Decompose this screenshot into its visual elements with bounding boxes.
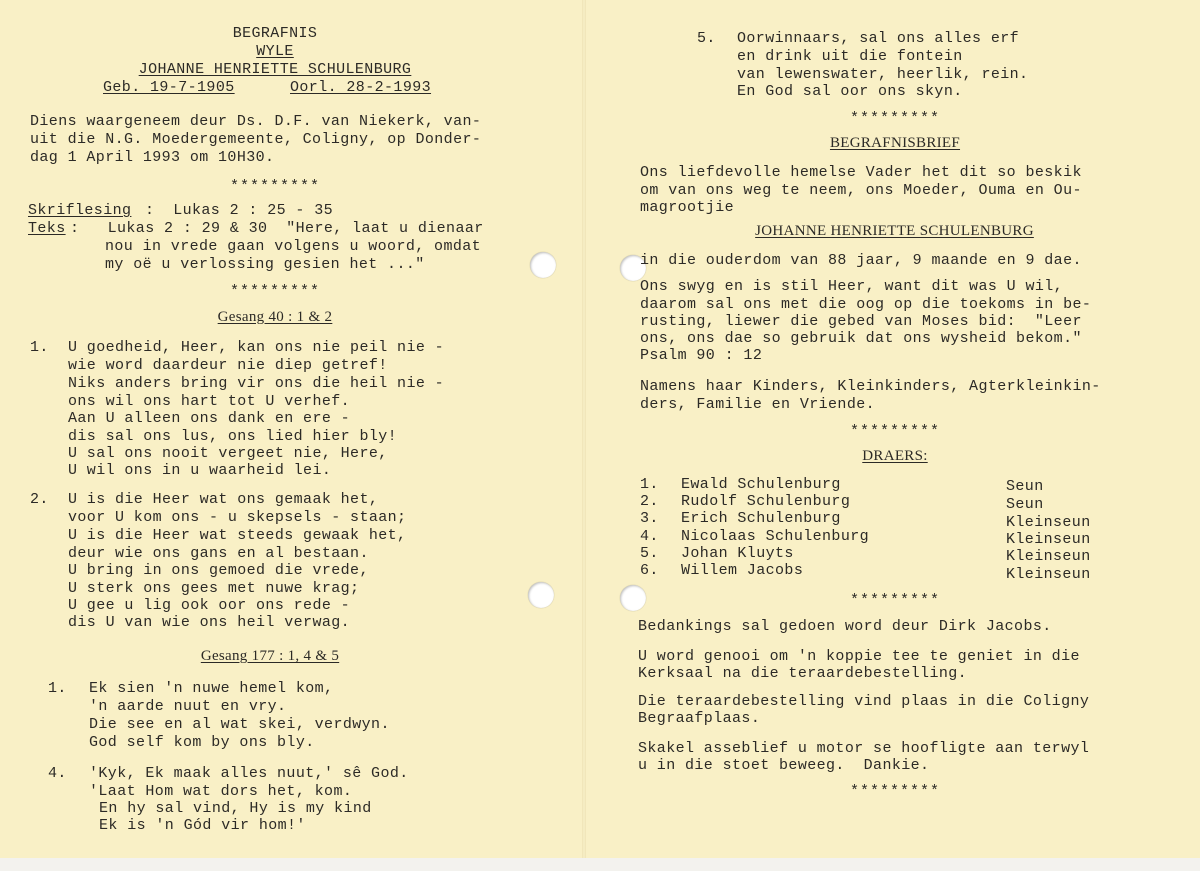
hymn-line: Die see en al wat skei, verdwyn. bbox=[89, 716, 390, 733]
hymn-line: ons wil ons hart tot U verhef. bbox=[68, 393, 351, 410]
verse-number: 4. bbox=[48, 765, 67, 782]
punch-hole bbox=[620, 585, 646, 611]
hymn-line: Ek sien 'n nuwe hemel kom, bbox=[89, 680, 334, 697]
hymn-line: en drink uit die fontein bbox=[737, 48, 963, 65]
thanks-line: Bedankings sal gedoen word deur Dirk Jacobs. bbox=[638, 618, 1052, 635]
on-behalf-line: ders, Familie en Vriende. bbox=[640, 396, 876, 413]
hymn-line: Niks anders bring vir ons die heil nie - bbox=[68, 375, 445, 392]
hymn-line: U sterk ons gees met nuwe krag; bbox=[68, 580, 360, 597]
hymn-line: U is die Heer wat ons gemaak het, bbox=[68, 491, 379, 508]
hymn-line: En God sal oor ons skyn. bbox=[737, 83, 963, 100]
bearer-name: Nicolaas Schulenburg bbox=[681, 528, 870, 545]
punch-hole bbox=[530, 252, 556, 278]
bearer-number: 6. bbox=[640, 562, 659, 579]
prayer-line: Psalm 90 : 12 bbox=[640, 347, 763, 364]
hymn-40-title: Gesang 40 : 1 & 2 bbox=[217, 309, 333, 325]
prayer-line: Ons swyg en is stil Heer, want dit was U wil, bbox=[640, 278, 1064, 295]
prayer-line: rusting, liewer die gebed van Moses bid: "Leer bbox=[640, 313, 1082, 330]
reading-label: Skriflesing bbox=[28, 202, 132, 219]
text-label: Teks bbox=[28, 220, 66, 237]
punch-hole bbox=[528, 582, 554, 608]
verse-number: 5. bbox=[697, 30, 716, 47]
bearer-name: Erich Schulenburg bbox=[681, 510, 841, 527]
separator-stars: ********* bbox=[229, 178, 320, 195]
bearer-name: Willem Jacobs bbox=[681, 562, 804, 579]
text-continuation: nou in vrede gaan volgens u woord, omdat bbox=[105, 238, 482, 255]
page-fold bbox=[582, 0, 586, 858]
bearer-relation: Seun bbox=[1006, 496, 1044, 513]
hymn-line: wie word daardeur nie diep getref! bbox=[68, 357, 388, 374]
burial-line: Begraafplaas. bbox=[638, 710, 761, 727]
bearer-relation: Seun bbox=[1006, 478, 1044, 495]
hymn-line: 'n aarde nuut en vry. bbox=[89, 698, 287, 715]
service-line: Diens waargeneem deur Ds. D.F. van Niekerk, van- bbox=[30, 113, 482, 130]
hymn-line: 'Kyk, Ek maak alles nuut,' sê God. bbox=[89, 765, 409, 782]
hymn-line: U goedheid, Heer, kan ons nie peil nie - bbox=[68, 339, 445, 356]
hymn-line: U is die Heer wat steeds gewaak het, bbox=[68, 527, 407, 544]
hymn-line: Oorwinnaars, sal ons alles erf bbox=[737, 30, 1020, 47]
hymn-line: En hy sal vind, Hy is my kind bbox=[99, 800, 372, 817]
bearer-number: 5. bbox=[640, 545, 659, 562]
letter-title: BEGRAFNISBRIEF bbox=[829, 135, 961, 151]
bearer-relation: Kleinseun bbox=[1006, 548, 1091, 565]
heading-name: JOHANNE HENRIETTE SCHULENBURG bbox=[138, 61, 412, 78]
burial-line: Die teraardebestelling vind plaas in die Coligny bbox=[638, 693, 1090, 710]
hymn-line: U gee u lig ook oor ons rede - bbox=[68, 597, 351, 614]
lights-line: u in die stoet beweeg. Dankie. bbox=[638, 757, 930, 774]
bearer-name: Johan Kluyts bbox=[681, 545, 794, 562]
on-behalf-line: Namens haar Kinders, Kleinkinders, Agterkleinkin- bbox=[640, 378, 1101, 395]
verse-number: 2. bbox=[30, 491, 49, 508]
prayer-line: ons, ons dae so gebruik dat ons wysheid bekom." bbox=[640, 330, 1082, 347]
service-line: dag 1 April 1993 om 10H30. bbox=[30, 149, 275, 166]
verse-number: 1. bbox=[48, 680, 67, 697]
hymn-line: dis U van wie ons heil verwag. bbox=[68, 614, 351, 631]
hymn-line: voor U kom ons - u skepsels - staan; bbox=[68, 509, 407, 526]
text-value: : Lukas 2 : 29 & 30 "Here, laat u dienaar bbox=[70, 220, 484, 237]
birth-date: Geb. 19-7-1905 bbox=[103, 79, 235, 96]
letter-line: Ons liefdevolle hemelse Vader het dit so beskik bbox=[640, 164, 1082, 181]
tea-line: U word genooi om 'n koppie tee te geniet in die bbox=[638, 648, 1080, 665]
hymn-line: U bring in ons gemoed die vrede, bbox=[68, 562, 369, 579]
hymn-line: van lewenswater, heerlik, rein. bbox=[737, 66, 1029, 83]
hymn-line: deur wie ons gans en al bestaan. bbox=[68, 545, 369, 562]
bearer-name: Ewald Schulenburg bbox=[681, 476, 841, 493]
service-line: uit die N.G. Moedergemeente, Coligny, op Donder- bbox=[30, 131, 482, 148]
hymn-line: God self kom by ons bly. bbox=[89, 734, 315, 751]
bearer-number: 3. bbox=[640, 510, 659, 527]
lights-line: Skakel asseblief u motor se hoofligte aan terwyl bbox=[638, 740, 1090, 757]
bearer-number: 2. bbox=[640, 493, 659, 510]
hymn-line: 'Laat Hom wat dors het, kom. bbox=[89, 783, 353, 800]
bearer-relation: Kleinseun bbox=[1006, 514, 1091, 531]
separator-stars: ********* bbox=[849, 592, 940, 609]
bearer-number: 4. bbox=[640, 528, 659, 545]
letter-line: magrootjie bbox=[640, 199, 735, 216]
text-continuation: my oë u verlossing gesien het ..." bbox=[105, 256, 425, 273]
heading-begrafnis: BEGRAFNIS bbox=[232, 25, 318, 42]
separator-stars: ********* bbox=[229, 283, 320, 300]
separator-stars: ********* bbox=[849, 423, 940, 440]
death-date: Oorl. 28-2-1993 bbox=[290, 79, 432, 96]
hymn-line: dis sal ons lus, ons lied hier bly! bbox=[68, 428, 398, 445]
heading-wyle: WYLE bbox=[256, 43, 294, 60]
bearers-title: DRAERS: bbox=[862, 448, 928, 464]
bearer-relation: Kleinseun bbox=[1006, 531, 1091, 548]
bearer-relation: Kleinseun bbox=[1006, 566, 1091, 583]
hymn-177-title: Gesang 177 : 1, 4 & 5 bbox=[200, 648, 340, 664]
hymn-line: Ek is 'n Gód vir hom!' bbox=[99, 817, 306, 834]
bearer-name: Rudolf Schulenburg bbox=[681, 493, 851, 510]
verse-number: 1. bbox=[30, 339, 49, 356]
hymn-line: U sal ons nooit vergeet nie, Here, bbox=[68, 445, 388, 462]
separator-stars: ********* bbox=[849, 110, 940, 127]
separator-stars: ********* bbox=[849, 783, 940, 800]
tea-line: Kerksaal na die teraardebestelling. bbox=[638, 665, 968, 682]
prayer-line: daarom sal ons met die oog op die toekoms in be- bbox=[640, 296, 1092, 313]
bearer-number: 1. bbox=[640, 476, 659, 493]
age-line: in die ouderdom van 88 jaar, 9 maande en 9 dae. bbox=[640, 252, 1082, 269]
bottom-strip bbox=[0, 858, 1200, 871]
hymn-line: U wil ons in u waarheid lei. bbox=[68, 462, 332, 479]
deceased-name: JOHANNE HENRIETTE SCHULENBURG bbox=[755, 223, 1034, 239]
hymn-line: Aan U alleen ons dank en ere - bbox=[68, 410, 351, 427]
letter-line: om van ons weg te neem, ons Moeder, Ouma en Ou- bbox=[640, 182, 1082, 199]
reading-value: : Lukas 2 : 25 - 35 bbox=[145, 202, 334, 219]
